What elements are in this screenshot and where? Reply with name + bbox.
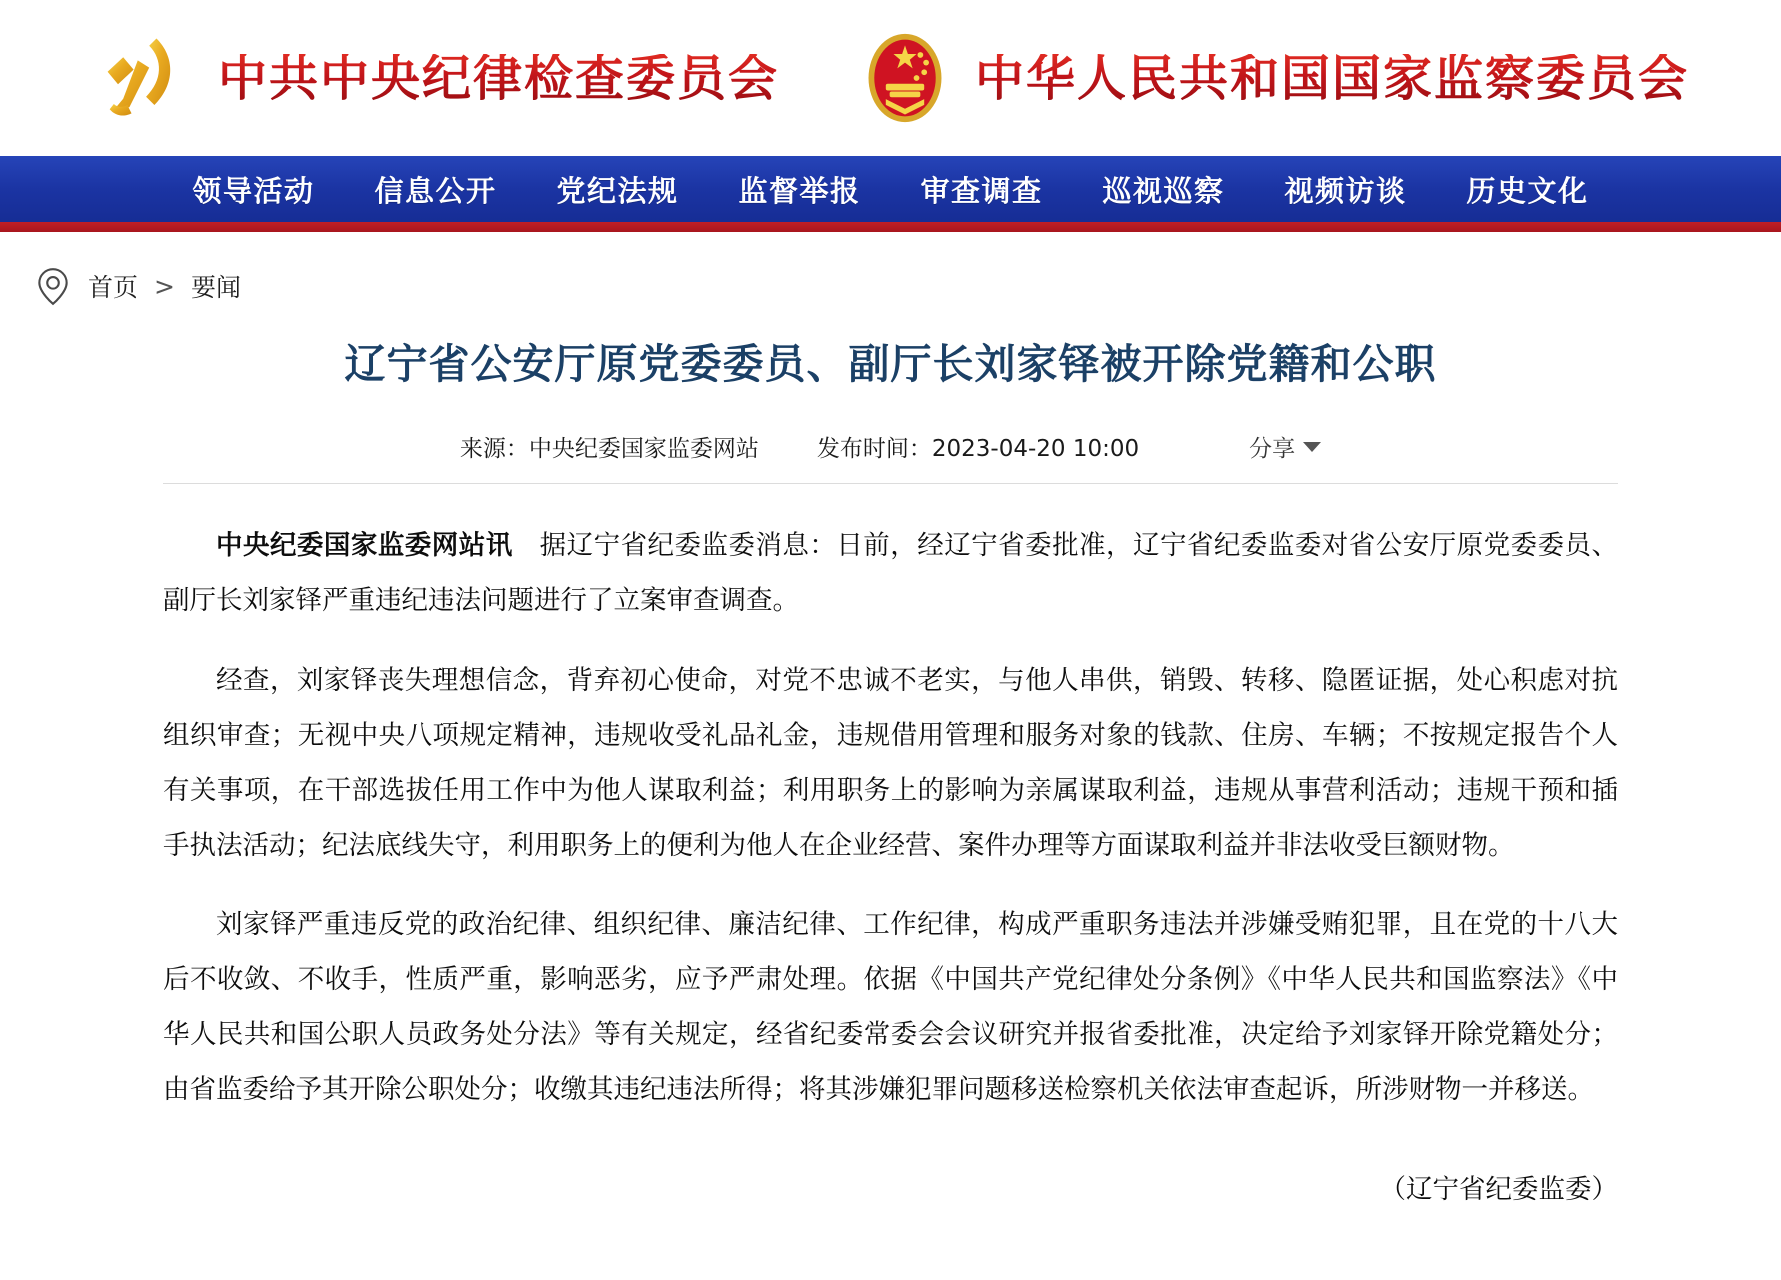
nsc-title: 中华人民共和国国家监察委员会: [975, 49, 1690, 107]
source-value: 中央纪委国家监委网站: [528, 436, 759, 463]
nav-item-leadership[interactable]: 领导活动: [192, 173, 315, 208]
national-emblem: [857, 30, 953, 126]
main-navigation: [0, 156, 1781, 222]
org-cccdi[interactable]: [92, 26, 779, 130]
site-masthead: [0, 0, 1781, 156]
article-body: [163, 518, 1618, 1117]
article-meta: [163, 430, 1618, 484]
publish-time-value: 2023-04-20 10:00: [931, 436, 1140, 463]
nav-item-review-investigation[interactable]: 审查调查: [920, 173, 1043, 208]
article-source: [460, 430, 759, 463]
article-paragraph-text: 据辽宁省纪委监委消息：日前，经辽宁省委批准，辽宁省纪委监委对省公安厅原党委委员、副厅长刘家铎严重违纪违法问题进行了立案审查调查。: [163, 530, 1619, 617]
nav-item-information-disclosure[interactable]: 信息公开: [374, 173, 497, 208]
publish-time-label: 发布时间：: [816, 436, 932, 463]
breadcrumb-current: 要闻: [190, 273, 241, 302]
share-button[interactable]: [1249, 430, 1321, 463]
article-signature: （辽宁省纪委监委）: [1379, 1174, 1618, 1206]
article: [163, 337, 1618, 1246]
chevron-down-icon: [1303, 442, 1321, 452]
breadcrumb-separator: >: [154, 271, 175, 301]
nav-item-supervision-report[interactable]: 监督举报: [738, 173, 861, 208]
nav-item-party-discipline-regulations[interactable]: 党纪法规: [556, 173, 679, 208]
article-paragraph: [163, 518, 1618, 628]
page-title: 辽宁省公安厅原党委委员、副厅长刘家铎被开除党籍和公职: [344, 340, 1437, 388]
source-label: 来源：: [459, 436, 529, 463]
nav-item-video-interview[interactable]: 视频访谈: [1284, 173, 1407, 208]
article-lead-source: 中央纪委国家监委网站讯: [216, 530, 513, 562]
nav-item-inspection-tour[interactable]: 巡视巡察: [1102, 173, 1225, 208]
article-paragraph-text: 经查，刘家铎丧失理想信念，背弃初心使命，对党不忠诚不老实，与他人串供，销毁、转移、隐匿证据，处心积虑对抗组织审查；无视中央八项规定精神，违规收受礼品礼金，违规借用管理和服务对象的钱款、住房、车辆；不按规定报告个人有关事项，在干部选拔任用工作中为他人谋取利益；利用职务上的影响为亲属谋取利益，违规从事营利活动；违规干预和插手执法活动；纪法底线失守，利用职务上的便利为他人在企业经营、案件办理等方面谋取利益并非法收受巨额财物。: [163, 664, 1618, 861]
article-paragraph-text: 刘家铎严重违反党的政治纪律、组织纪律、廉洁纪律、工作纪律，构成严重职务违法并涉嫌受贿犯罪，且在党的十八大后不收敛、不收手，性质严重，影响恶劣，应予严肃处理。依据《中国共产党纪律处分条例》《中华人民共和国监察法》《中华人民共和国公职人员政务处分法》等有关规定，经省纪委常委会会议研究并报省委批准，决定给予刘家铎开除党籍处分；由省监委给予其开除公职处分；收缴其违纪违法所得；将其涉嫌犯罪问题移送检察机关依法审查起诉，所涉财物一并移送。: [163, 909, 1618, 1106]
page-container: [0, 232, 1781, 1246]
org-nsc[interactable]: [857, 30, 1689, 126]
article-publish-time: [817, 430, 1139, 463]
nav-item-history-culture[interactable]: 历史文化: [1466, 173, 1589, 208]
breadcrumb-home[interactable]: 首页: [88, 273, 139, 302]
article-paragraph: [163, 897, 1618, 1117]
breadcrumb: [0, 232, 1781, 307]
location-pin-icon: [32, 265, 74, 307]
cccdi-title: 中共中央纪律检查委员会: [217, 49, 779, 107]
nav-accent-rule: [0, 222, 1781, 232]
share-label: 分享: [1249, 436, 1296, 463]
party-hammer-sickle-emblem: [92, 26, 196, 130]
article-paragraph: [163, 653, 1618, 873]
